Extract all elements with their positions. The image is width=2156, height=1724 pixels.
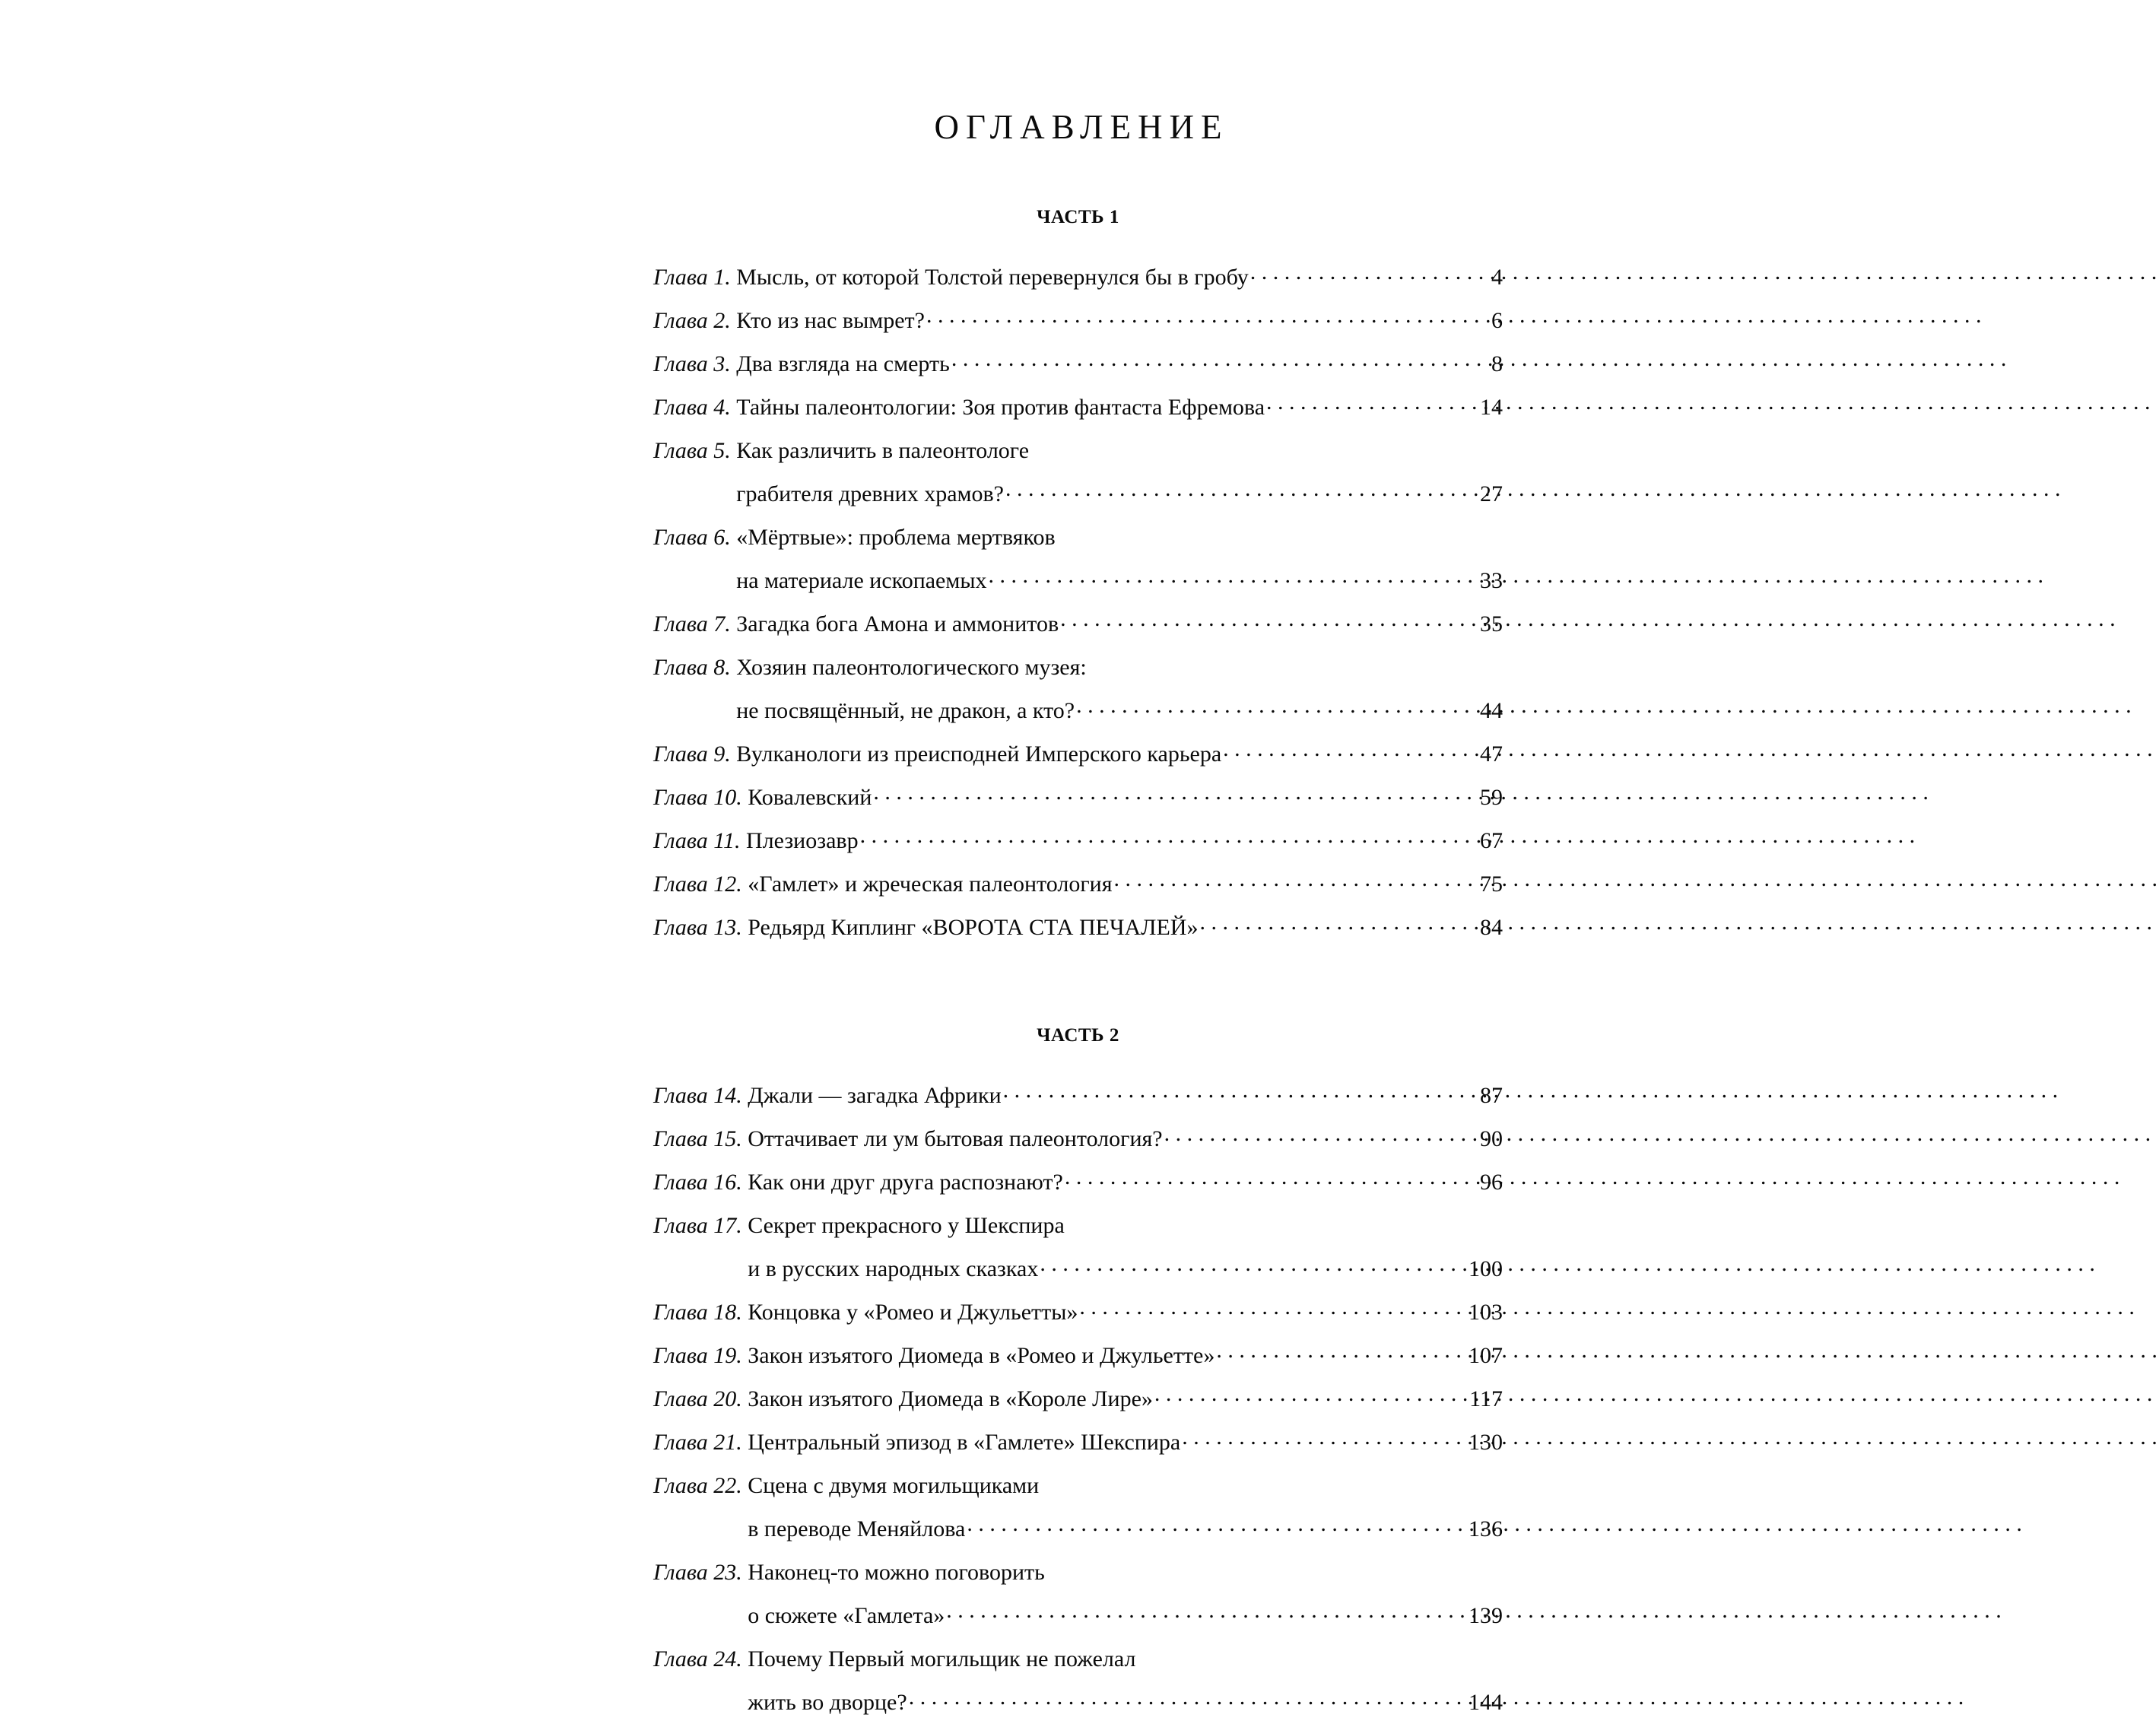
chapter-label: Глава 18. [653, 1300, 748, 1325]
dot-leader [1076, 695, 1465, 718]
toc-entry-line [653, 1074, 1503, 1117]
chapter-title: Хозяин палеонтологического музея: [736, 655, 1087, 680]
chapter-title: Секрет прекрасного у Шекспира [748, 1213, 1065, 1238]
toc-entry-line [653, 429, 1503, 472]
toc-entry[interactable] [653, 1074, 1503, 1117]
toc-entry[interactable] [653, 819, 1503, 862]
toc-entry-line [653, 1160, 1503, 1204]
dot-leader [1266, 392, 1465, 414]
toc-entry[interactable] [653, 1117, 1503, 1160]
chapter-label: Глава 13. [653, 915, 748, 940]
chapter-label: Глава 9. [653, 741, 737, 767]
dot-leader [1079, 1297, 1465, 1319]
part-heading-2: ЧАСТЬ 2 [1037, 1025, 1119, 1046]
chapter-title: Два взгляда на смерть [736, 351, 950, 376]
dot-leader [1250, 262, 1465, 284]
dot-leader [1216, 1340, 1465, 1363]
toc-entry[interactable] [653, 1334, 1503, 1377]
page-number: 139 [1469, 1603, 1503, 1628]
dot-leader [926, 305, 1465, 328]
dot-leader [946, 1600, 1465, 1623]
toc-entry[interactable] [653, 602, 1503, 646]
page-number: 6 [1491, 308, 1503, 333]
dot-leader [1164, 1123, 1465, 1146]
page-number: 144 [1469, 1690, 1503, 1715]
toc-entry-line [653, 1377, 1503, 1421]
chapter-title: Оттачивает ли ум бытовая палеонтология? [748, 1126, 1163, 1151]
spacer-before-part-2 [653, 949, 1503, 1026]
toc-entry[interactable] [653, 1637, 1503, 1724]
chapter-label: Глава 21. [653, 1430, 748, 1455]
page-number: 4 [1491, 265, 1503, 290]
chapter-title: Концовка у «Ромео и Джульетты» [748, 1300, 1078, 1325]
toc-entry[interactable] [653, 732, 1503, 776]
toc-entry-line [653, 1464, 1503, 1507]
chapter-label: Глава 22. [653, 1473, 748, 1498]
chapter-label: Глава 20. [653, 1386, 748, 1411]
toc-entry-line [653, 342, 1503, 386]
toc-entry-line [653, 386, 1503, 429]
chapter-title: в переводе Меняйлова [748, 1516, 966, 1541]
page-number: 75 [1480, 872, 1503, 897]
toc-entry[interactable] [653, 386, 1503, 429]
toc-entry-continuation-line [653, 1507, 1503, 1551]
toc-entry-line [653, 1334, 1503, 1377]
dot-leader [967, 1513, 1465, 1536]
toc-entry[interactable] [653, 516, 1503, 602]
toc-entry[interactable] [653, 256, 1503, 299]
dot-leader [989, 565, 1465, 588]
chapter-label: Глава 24. [653, 1646, 748, 1672]
chapter-title: Джали — загадка Африки [748, 1083, 1002, 1108]
table-of-contents [653, 186, 1503, 1724]
chapter-title: не посвящённый, не дракон, а кто? [736, 698, 1075, 723]
dot-leader [1182, 1427, 1465, 1449]
dot-leader [909, 1687, 1465, 1710]
chapter-label: Глава 14. [653, 1083, 748, 1108]
dot-leader [1114, 868, 1465, 891]
dot-leader [951, 348, 1465, 371]
chapter-label: Глава 23. [653, 1560, 748, 1585]
part-heading-1: ЧАСТЬ 1 [1037, 207, 1119, 227]
toc-entry-line [653, 1637, 1503, 1681]
chapter-title: Тайны палеонтологии: Зоя против фантаста Ефремова [736, 395, 1265, 420]
chapter-label: Глава 16. [653, 1170, 748, 1195]
chapter-label: Глава 15. [653, 1126, 748, 1151]
dot-leader [1060, 608, 1465, 631]
page-number: 8 [1491, 351, 1503, 376]
dot-leader [1005, 478, 1465, 501]
chapter-title: Вулканологи из преисподней Имперского карьера [736, 741, 1222, 767]
chapter-label: Глава 3. [653, 351, 737, 376]
toc-entry-line [653, 732, 1503, 776]
toc-entry-line [653, 1204, 1503, 1247]
page-number: 59 [1480, 785, 1503, 810]
toc-entry-line [653, 256, 1503, 299]
chapter-label: Глава 2. [653, 308, 737, 333]
toc-entry[interactable] [653, 342, 1503, 386]
toc-entry-line [653, 1117, 1503, 1160]
chapter-label: Глава 12. [653, 872, 748, 897]
chapter-title: Мысль, от которой Толстой перевернулся бы в гробу [736, 265, 1249, 290]
chapter-title: Закон изъятого Диомеда в «Ромео и Джульетте» [748, 1343, 1215, 1368]
toc-entry[interactable] [653, 429, 1503, 516]
chapter-title: Редьярд Киплинг «ВОРОТА СТА ПЕЧАЛЕЙ» [748, 915, 1199, 940]
toc-entry[interactable] [653, 1421, 1503, 1464]
chapter-title: Плезиозавр [746, 828, 859, 853]
chapter-title: о сюжете «Гамлета» [748, 1603, 945, 1628]
toc-entry[interactable] [653, 1551, 1503, 1637]
dot-leader [1003, 1080, 1465, 1103]
chapter-title: грабителя древних храмов? [736, 481, 1005, 506]
chapter-title: «Мёртвые»: проблема мертвяков [736, 525, 1056, 550]
toc-entry-continuation-line [653, 472, 1503, 516]
page-number: 67 [1480, 828, 1503, 853]
chapter-label: Глава 6. [653, 525, 737, 550]
spacer-after-part-2-heading [653, 1045, 1503, 1074]
dot-leader [873, 782, 1465, 805]
toc-entry-line [653, 516, 1503, 559]
page-number: 130 [1469, 1430, 1503, 1455]
chapter-title: Как они друг друга распознают? [748, 1170, 1063, 1195]
page-number: 47 [1480, 741, 1503, 767]
toc-entry[interactable] [653, 1204, 1503, 1291]
toc-entry-line [653, 906, 1503, 949]
page-number: 84 [1480, 915, 1503, 940]
chapter-title: жить во дворце? [748, 1690, 907, 1715]
toc-entry-line [653, 1551, 1503, 1594]
toc-entry[interactable] [653, 862, 1503, 906]
chapter-label: Глава 1. [653, 265, 737, 290]
dot-leader [1040, 1253, 1465, 1276]
toc-entry[interactable] [653, 1377, 1503, 1421]
dot-leader [860, 825, 1465, 848]
toc-entry-continuation-line [653, 689, 1503, 732]
toc-entry-continuation-line [653, 559, 1503, 602]
chapter-title: Сцена с двумя могильщиками [748, 1473, 1040, 1498]
chapter-title: и в русских народных сказках [748, 1256, 1039, 1281]
page-number: 90 [1480, 1126, 1503, 1151]
toc-entry[interactable] [653, 906, 1503, 949]
toc-entry-line [653, 1291, 1503, 1334]
toc-entry[interactable] [653, 646, 1503, 732]
chapter-title: на материале ископаемых [736, 568, 987, 593]
toc-entry-continuation-line [653, 1594, 1503, 1637]
page-number: 35 [1480, 611, 1503, 637]
chapter-title: Кто из нас вымрет? [736, 308, 925, 333]
toc-entry-line [653, 646, 1503, 689]
chapter-title: Ковалевский [748, 785, 872, 810]
chapter-title: Загадка бога Амона и аммонитов [736, 611, 1059, 637]
chapter-title: «Гамлет» и жреческая палеонтология [748, 872, 1113, 897]
toc-entry-continuation-line [653, 1681, 1503, 1724]
dot-leader [1223, 738, 1465, 761]
toc-entry-line [653, 1421, 1503, 1464]
toc-entry[interactable] [653, 1291, 1503, 1334]
page-title: ОГЛАВЛЕНИЕ [934, 108, 1229, 146]
page-number: 103 [1469, 1300, 1503, 1325]
toc-entry[interactable] [653, 1160, 1503, 1204]
toc-entry[interactable] [653, 299, 1503, 342]
chapter-label: Глава 4. [653, 395, 737, 420]
toc-entry-line [653, 819, 1503, 862]
toc-entry[interactable] [653, 776, 1503, 819]
toc-entry-continuation-line [653, 1247, 1503, 1291]
chapter-title: Как различить в палеонтологе [736, 438, 1030, 463]
toc-entries-part-2 [653, 1074, 1503, 1724]
dot-leader [1065, 1167, 1465, 1189]
toc-page [497, 0, 1659, 1715]
page-number: 33 [1480, 568, 1503, 593]
chapter-label: Глава 11. [653, 828, 747, 853]
chapter-title: Почему Первый могильщик не пожелал [748, 1646, 1136, 1672]
page-number: 100 [1469, 1256, 1503, 1281]
dot-leader [1154, 1383, 1465, 1406]
page-number: 27 [1480, 481, 1503, 506]
toc-entry-line [653, 862, 1503, 906]
chapter-title: Центральный эпизод в «Гамлете» Шекспира [748, 1430, 1181, 1455]
chapter-title: Закон изъятого Диомеда в «Короле Лире» [748, 1386, 1153, 1411]
chapter-label: Глава 17. [653, 1213, 748, 1238]
toc-entry-line [653, 776, 1503, 819]
chapter-label: Глава 7. [653, 611, 737, 637]
chapter-label: Глава 5. [653, 438, 737, 463]
dot-leader [1199, 912, 1465, 935]
page-number: 117 [1469, 1386, 1503, 1411]
page-number: 87 [1480, 1083, 1503, 1108]
spacer-after-part-1-heading [653, 227, 1503, 256]
toc-entry[interactable] [653, 1464, 1503, 1551]
chapter-label: Глава 19. [653, 1343, 748, 1368]
page-number: 136 [1469, 1516, 1503, 1541]
page-number: 14 [1480, 395, 1503, 420]
page-number: 44 [1480, 698, 1503, 723]
toc-entries-part-1 [653, 256, 1503, 949]
chapter-label: Глава 8. [653, 655, 737, 680]
chapter-title: Наконец-то можно поговорить [748, 1560, 1045, 1585]
toc-entry-line [653, 602, 1503, 646]
toc-entry-line [653, 299, 1503, 342]
spacer-before-part-1 [653, 186, 1503, 208]
page-number: 107 [1469, 1343, 1503, 1368]
chapter-label: Глава 10. [653, 785, 748, 810]
page-number: 96 [1480, 1170, 1503, 1195]
